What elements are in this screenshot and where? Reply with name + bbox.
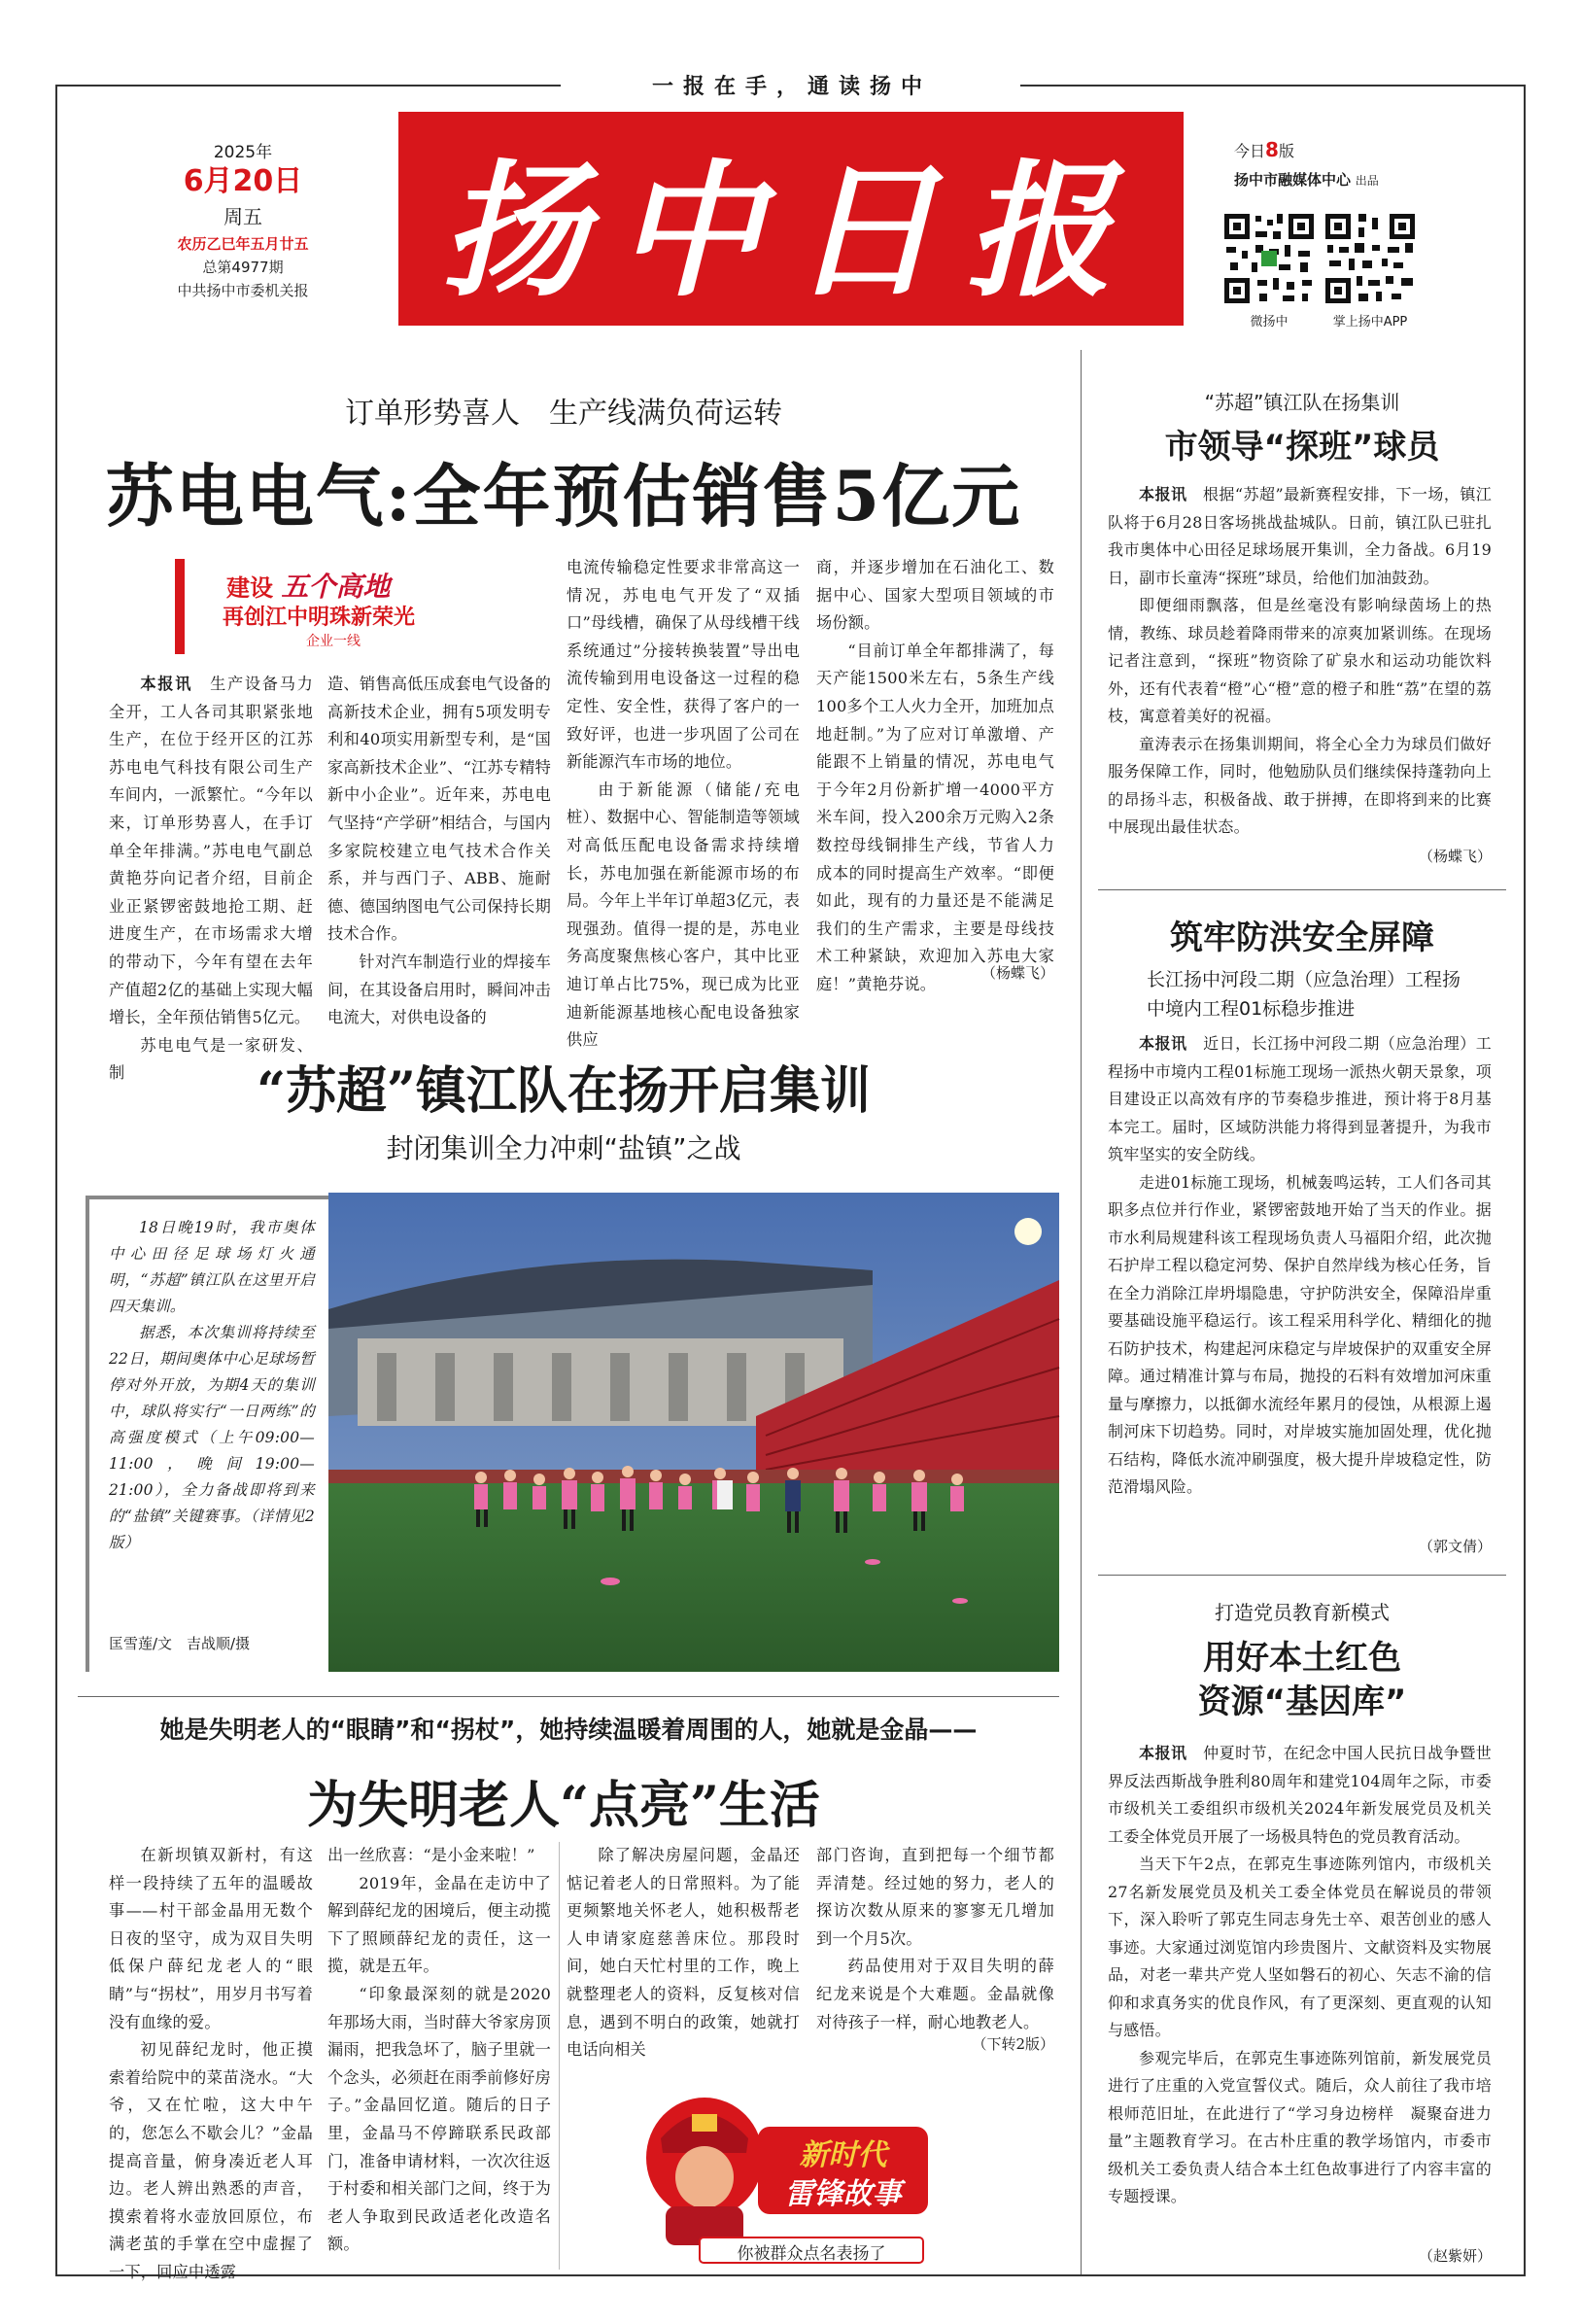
- article6-col1: 在新坝镇双新村，有这样一段持续了五年的温暖故事——村干部金晶用无数个日夜的坚守，成为双目失明低保户薛纪龙老人的“眼睛”与“拐杖”，用岁月书写着没有血缘的爱。 初见薛纪龙时，他正摸索着给院中的菜苗浇水。“大爷，又在忙啦，这大中午的，您怎么不歇会儿？”金晶提高音量，俯身凑近老人耳边。老人辨出熟悉的声音，摸索着将水壶放回原位，布满老茧的手掌在空中虚握了一下，回应中透露: [109, 1846, 313, 2281]
- article5-headline-line2: 资源“基因库”: [1197, 1682, 1407, 1721]
- masthead-banner: [398, 112, 1184, 326]
- badge-title1: 新时代: [799, 2138, 887, 2172]
- article1-col2: 造、销售高低压成套电气设备的高新技术企业，拥有5项发明专利和40项实用新型专利，是“国家高新技术企业”、“江苏专精特新中小企业”。近年来，苏电电气坚持“产学研”相结合，与国内多家院校建立电气技术合作关系，并与西门子、ABB、施耐德、德国纳图电气公司保持长期技术合作。 针对汽车制造行业的焊接车间，在其设备启用时，瞬间冲击电流大，对供电设备的: [327, 675, 551, 1027]
- right-column-divider: [1081, 350, 1082, 2274]
- weekday: 周五: [223, 205, 262, 228]
- article1-kicker: 订单形势喜人 生产线满负荷运转: [345, 397, 782, 431]
- publisher: 中共扬中市委机关报: [177, 282, 309, 299]
- article4-headline: 筑牢防洪安全屏障: [1170, 919, 1434, 957]
- article3-kicker: “苏超”镇江队在扬集训: [1204, 391, 1400, 414]
- article4-body: 本报讯 近日，长江扬中河段二期（应急治理）工程扬中市境内工程01标施工现场一派热火朝天景象，项目建设正以高效有序的节奏稳步推进，预计将于8月基本完工。届时，区域防洪能力将得到显著提升，为我市筑牢坚实的安全防线。 走进01标施工现场，机械轰鸣运转，工人们各司其职多点位并行作业，紧锣密鼓地开始了当天的作业。据市水利局规建科该工程现场负责人马福阳介绍，此次抛石护岸工程以稳定河势、保护自然岸线为核心任务，旨在全力消除江岸坍塌隐患，守护防洪安全，保障沿岸重要基础设施平稳运行。该工程采用科学化、精细化的抛石防护技术，构建起河床稳定与岸坡保护的双重安全屏障。通过精准计算与布局，抛投的石料有效增加河床重量与摩擦力，以抵御水流经年累月的侵蚀，从根源上遏制河床下切趋势。同时，对岸坡实施加固处理，优化抛石结构，降低水流冲刷强度，极大提升岸坡稳定性，防范滑塌风险。: [1108, 1034, 1492, 1496]
- article3-body: 本报讯 根据“苏超”最新赛程安排，下一场，镇江队将于6月28日客场挑战盐城队。日前，镇江队已驻扎我市奥体中心田径足球场展开集训，全力备战。6月19日，副市长童涛“探班”球员，给他们加油鼓劲。 即便细雨飘落，但是丝毫没有影响绿茵场上的热情，教练、球员趁着降雨带来的凉爽加紧训练。在现场记者注意到，“探班”物资除了矿泉水和运动功能饮料外，还有代表着“橙”心“橙”意的橙子和胜“荔”在望的荔枝，寓意着美好的祝福。 童涛表示在扬集训期间，将全心全力为球员们做好服务保障工作，同时，他勉励队员们继续保持蓬勃向上的昂扬斗志，积极备战、敢于拼搏，在即将到来的比赛中展现出最佳状态。: [1108, 485, 1492, 836]
- badge-title2: 雷锋故事: [784, 2177, 902, 2211]
- article5-headline-line1: 用好本土红色: [1203, 1639, 1401, 1678]
- photo-credit: 匡雪莲/文 吉战顺/摄: [109, 1635, 251, 1652]
- article1-col4: 商，并逐步增加在石油化工、数据中心、国家大型项目领域的市场份额。 “目前订单全年都排满了，每天产能1500米左右，5条生产线100多个工人火力全开，加班加点地赶制。”为了应对订单激增、产能跟不上销量的情况，苏电电气于今年2月份新扩增一4000平方米车间，投入200余万元购入2条数控母线铜排生产线，节省人力成本的同时提高生产效率。“即便如此，现有的力量还是不能满足我们的生产需求，主要是母线技术工种紧缺，欢迎加入苏电大家庭！”黄艳芬说。: [816, 558, 1054, 993]
- article2-headline: “苏超”镇江队在扬开启集训: [257, 1061, 871, 1121]
- article6-col4: 部门咨询，直到把每一个细节都弄清楚。经过她的努力，老人的探访次数从原来的寥寥无几增加到一个月5次。 药品使用对于双目失明的薛纪龙来说是个大难题。金晶就像对待孩子一样，耐心地教老人。: [816, 1846, 1054, 2031]
- page-count: 今日8版: [1234, 138, 1294, 161]
- badge-caption: 你被群众点名表扬了: [737, 2244, 886, 2264]
- article1-headline: 苏电电气:全年预估销售5亿元: [105, 456, 1022, 537]
- lunar-date: 农历乙巳年五月廿五: [177, 235, 309, 253]
- article6-divider-left: [559, 1842, 560, 2270]
- edition-info: [1234, 138, 1487, 190]
- date: 6月20日: [183, 164, 303, 198]
- column-badge-five-highlands: [175, 559, 484, 654]
- badge-line2: 再创江中明珠新荣光: [223, 606, 416, 630]
- article4-credit: （郭文倩）: [1418, 1538, 1492, 1555]
- divider-4-5: [1098, 1575, 1506, 1576]
- article6-continue: （下转2版）: [972, 2035, 1054, 2053]
- qr1-label: 微扬中: [1250, 315, 1289, 330]
- year: 2025年: [213, 143, 273, 162]
- article6-col3: 除了解决房屋问题，金晶还惦记着老人的日常照料。为了能更频繁地关怀老人，她积极帮老人申请家庭慈善床位。那段时间，她白天忙村里的工作，晚上就整理老人的资料，反复核对信息，遇到不明白的政策，她就打电话向相关: [567, 1846, 800, 2060]
- photo-caption: 18日晚19时，我市奥体中心田径足球场灯火通明，“苏超”镇江队在这里开启四天集训。 据悉，本次集训将持续至22日，期间奥体中心足球场暂停对外开放，为期4天的集训中，球队将实行“一日两练”的高强度模式（上午09:00—11:00，晚间19:00—21:00），全力备战即将到来的“盐镇”关键赛事。（详情见2版）: [109, 1219, 315, 1551]
- training-photo: [328, 1193, 1059, 1672]
- article5-kicker: 打造党员教育新模式: [1215, 1601, 1390, 1624]
- article5-credit: （赵紫妍）: [1418, 2247, 1492, 2265]
- article6-col2: 出一丝欣喜：“是小金来啦！” 2019年，金晶在走访中了解到薛纪龙的困境后，便主动揽下了照顾薛纪龙的责任，这一揽，就是五年。 “印象最深刻的就是2020年那场大雨，当时薛大爷家房顶漏雨，把我急坏了，脑子里就一个念头，必须赶在雨季前修好房子。”金晶回忆道。随后的日子里，金晶马不停蹄联系民政部门，准备申请材料，一次次往返于村委和相关部门之间，终于为老人争取到民政适老化改造名额。: [327, 1846, 551, 2254]
- article6-kicker: 她是失明老人的“眼睛”和“拐杖”，她持续温暖着周围的人，她就是金晶——: [159, 1716, 978, 1744]
- article4-subhead: 长江扬中河段二期（应急治理）工程扬中境内工程01标稳步推进: [1147, 969, 1461, 1020]
- date-block: [126, 138, 360, 302]
- article2-subhead: 封闭集训全力冲刺“盐镇”之战: [386, 1132, 741, 1164]
- qr2-label: 掌上扬中APP: [1332, 315, 1408, 330]
- badge-line1: 建设 五个高地: [226, 571, 391, 603]
- article5-body: 本报讯 仲夏时节，在纪念中国人民抗日战争暨世界反法西斯战争胜利80周年和建党104周年之际，市委市级机关工委组织市级机关2024年新发展党员及机关工委全体党员开展了一场极具特色的党员教育活动。 当天下午2点，在郭克生事迹陈列馆内，市级机关27名新发展党员及机关工委全体党员在解说员的带领下，深入聆听了郭克生同志身先士卒、艰苦创业的感人事迹。大家通过浏览馆内珍贵图片、文献资料及实物展品，对老一辈共产党人坚如磐石的初心、矢志不渝的信仰和求真务实的优良作风，有了更深刻、更直观的认知与感悟。 参观完毕后，在郭克生事迹陈列馆前，新发展党员进行了庄重的入党宣誓仪式。随后，众人前往了我市培根师范旧址，在此进行了“学习身边榜样 凝聚奋进力量”主题教育学习。在古朴庄重的教学场馆内，市委市级机关工委负责人结合本土红色故事进行了内容丰富的专题授课。: [1108, 1744, 1492, 2205]
- article3-credit: （杨蝶飞）: [1418, 848, 1492, 865]
- article1-col3: 电流传输稳定性要求非常高这一情况，苏电电气开发了“双插口”母线槽，确保了从母线槽干线系统通过”分接转换装置”导出电流传输到用电设备这一过程的稳定性、安全性，获得了客户的一致好评，也进一步巩固了公司在新能源汽车市场的地位。 由于新能源（储能/充电桩）、数据中心、智能制造等领域对高低压配电设备需求持续增长，苏电加强在新能源市场的布局。今年上半年订单超3亿元，表现强劲。值得一提的是，苏电业务高度聚焦核心客户，其中比亚迪订单占比75%，现已成为比亚迪新能源基地核心配电设备独家供应: [567, 558, 800, 1050]
- badge-sub: 企业一线: [306, 634, 361, 649]
- qr-code-app[interactable]: [1323, 212, 1417, 305]
- issue-number: 总第4977期: [202, 259, 284, 276]
- divider-3-4: [1098, 889, 1506, 890]
- slogan: 一报在手，通读扬中: [651, 75, 932, 99]
- masthead-title: 扬中日报: [440, 146, 1141, 317]
- article1-credit: （杨蝶飞）: [980, 964, 1054, 982]
- divider-article6: [78, 1696, 1059, 1697]
- producer: 扬中市融媒体中心 出品: [1234, 171, 1379, 189]
- qr-code-weiyangzhong[interactable]: [1222, 212, 1316, 305]
- lei-feng-badge: [632, 2080, 933, 2265]
- article1-col1: 本报讯 生产设备马力全开，工人各司其职紧张地生产，在位于经开区的江苏苏电电气科技有限公司生产车间内，一派繁忙。“今年以来，订单形势喜人，在手订单全年排满。”苏电电气副总黄艳芬向记者介绍，目前企业正紧锣密鼓地抢工期、赶进度生产，在市场需求大增的带动下，今年有望在去年产值超2亿的基础上实现大幅增长，全年预估销售5亿元。 苏电电气是一家研发、制: [109, 675, 314, 1083]
- article3-headline: 市领导“探班”球员: [1164, 428, 1440, 467]
- article6-headline: 为失明老人“点亮”生活: [307, 1776, 820, 1835]
